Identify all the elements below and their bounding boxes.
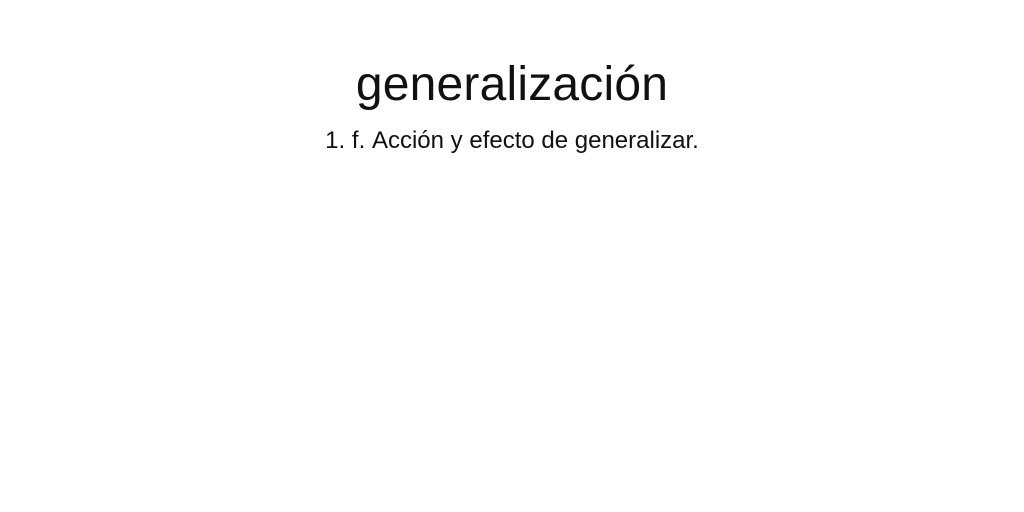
definition-text: Acción y efecto de generalizar. [371, 127, 699, 154]
definition-list [0, 126, 1024, 156]
headword: generalización [355, 58, 669, 111]
definition-1 [0, 126, 1024, 156]
grammatical-category: f. [351, 127, 366, 154]
definition-number: 1. [325, 127, 346, 154]
dictionary-entry [0, 56, 1024, 156]
